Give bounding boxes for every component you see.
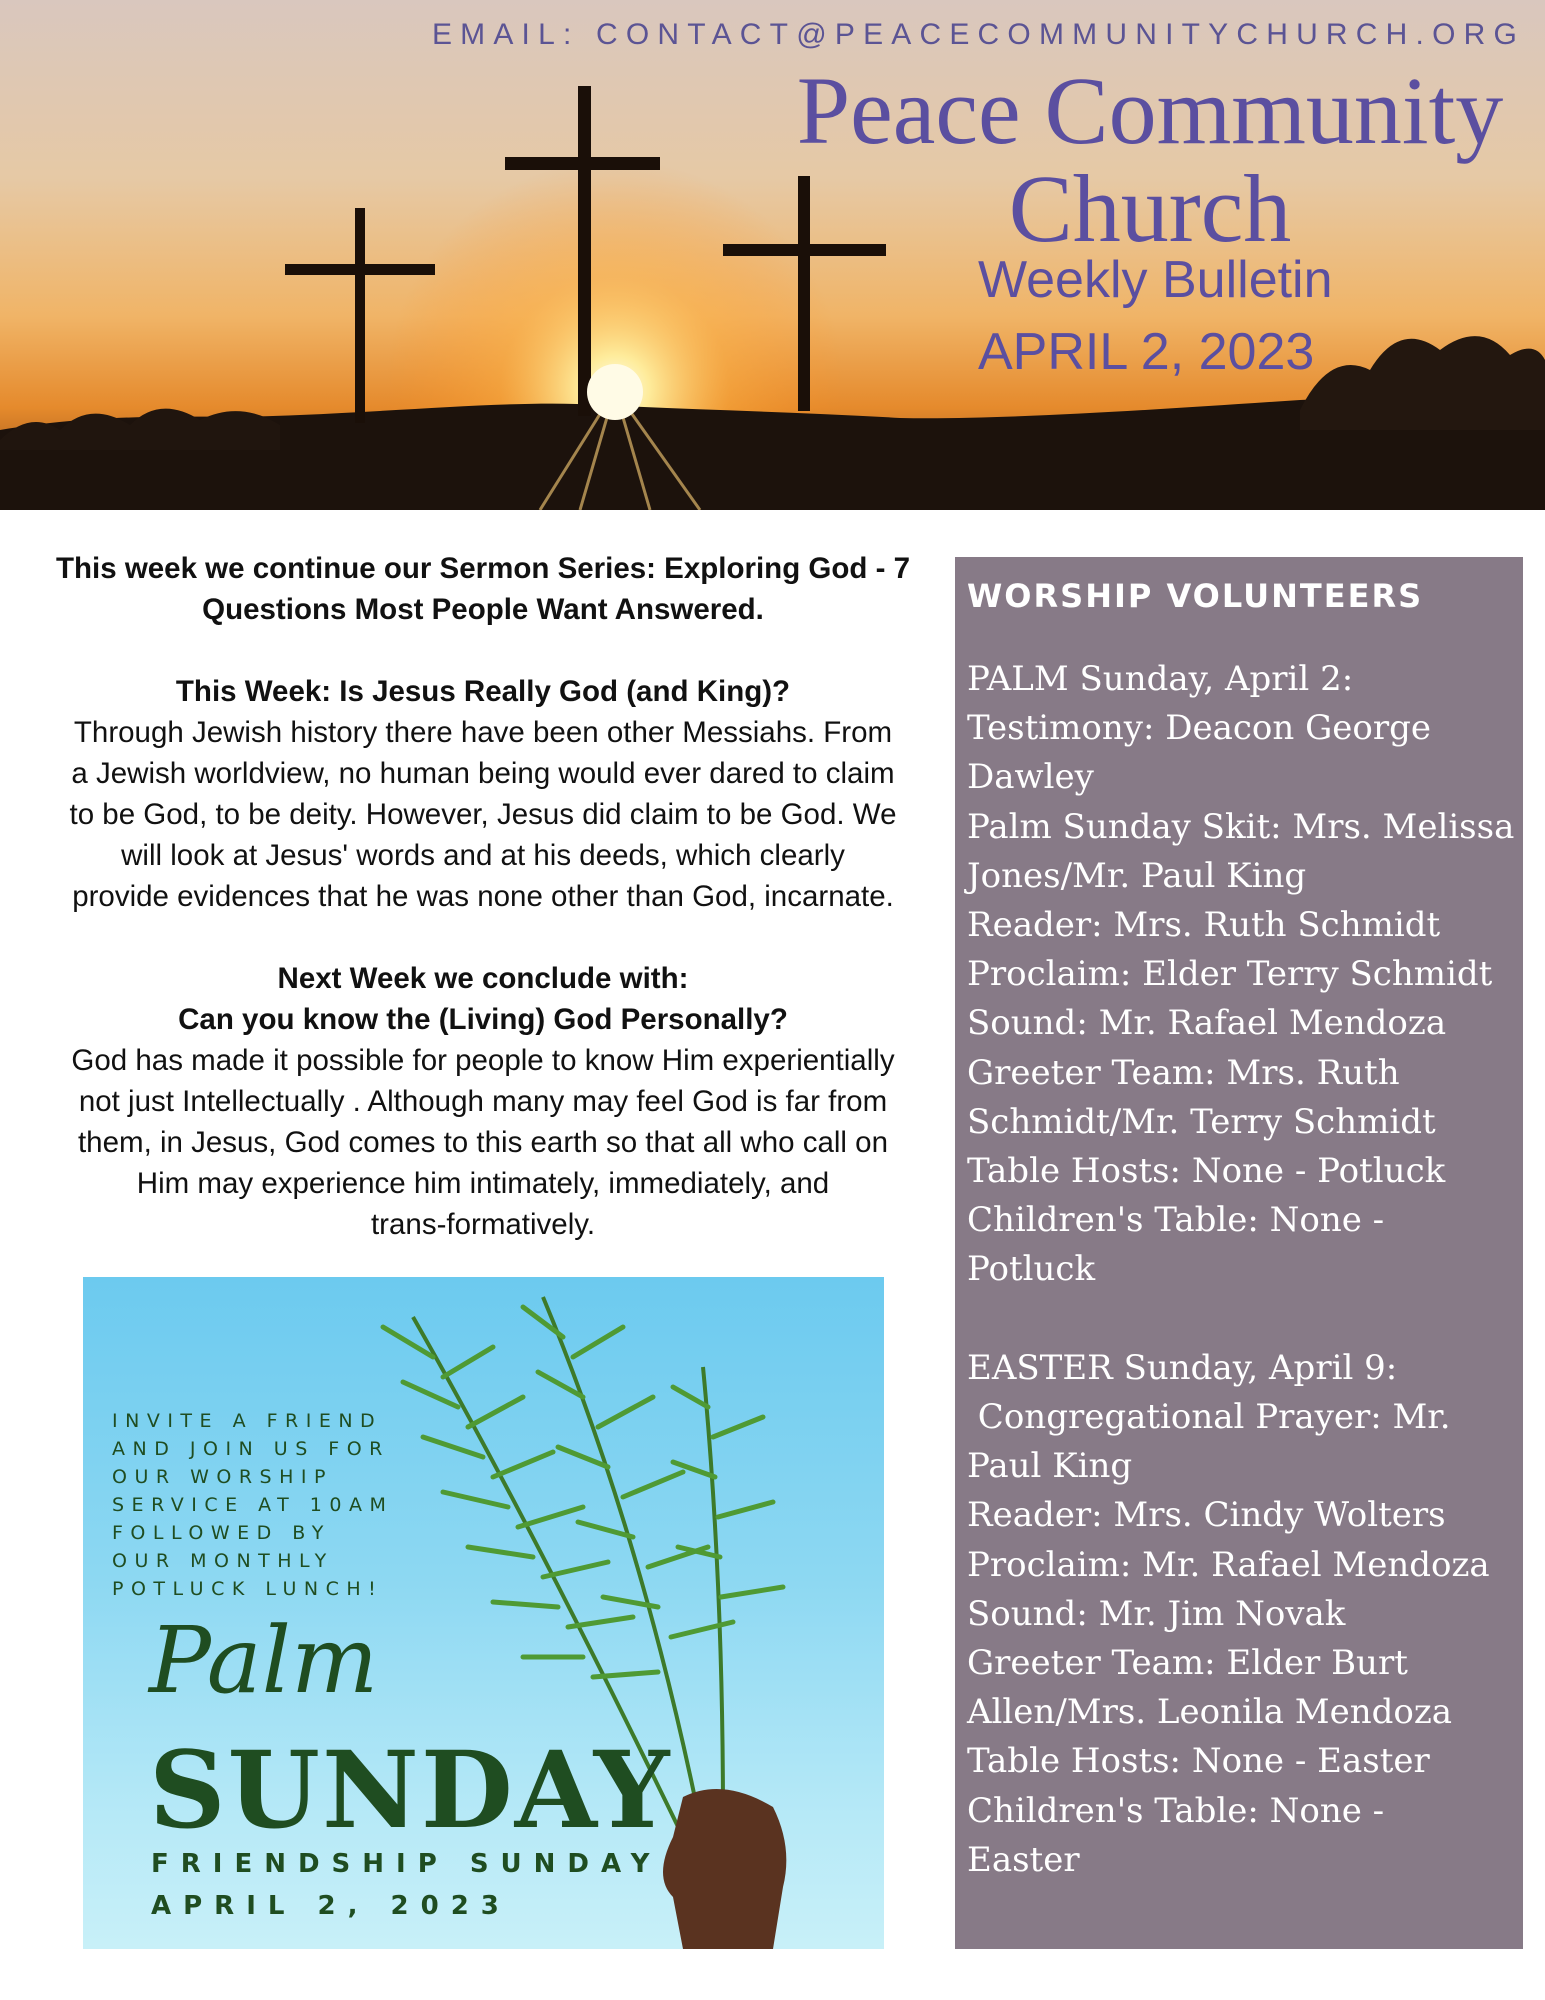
bulletin-date: APRIL 2, 2023	[978, 323, 1315, 381]
easter-volunteer-line: Sound: Mr. Jim Novak	[967, 1593, 1346, 1634]
easter-volunteer-line: Reader: Mrs. Cindy Wolters	[967, 1495, 1446, 1536]
invite-line: POTLUCK LUNCH!	[112, 1578, 384, 1600]
promo-date: APRIL 2, 2023	[151, 1891, 511, 1921]
invite-line: OUR WORSHIP	[112, 1466, 333, 1488]
easter-volunteer-line: Table Hosts: None - Easter	[967, 1741, 1430, 1782]
invite-line: OUR MONTHLY	[112, 1550, 334, 1572]
series-line-1: This week we continue our Sermon Series: Exploring God - 7	[55, 552, 911, 585]
palm-volunteer-line: Sound: Mr. Rafael Mendoza	[967, 1003, 1447, 1044]
easter-volunteer-line: EASTER Sunday, April 9:	[967, 1347, 1398, 1388]
church-name-line2: Church	[1008, 155, 1292, 262]
invite-line: AND JOIN US FOR	[112, 1438, 390, 1460]
worship-volunteers-panel	[955, 557, 1523, 1949]
palm-volunteer-line: Schmidt/Mr. Terry Schmidt	[967, 1101, 1436, 1142]
next-week-heading: Next Week we conclude with:	[277, 962, 689, 995]
next-week-text-line: God has made it possible for people to know Him experientially	[71, 1044, 895, 1077]
next-week-text-line: not just Intellectually . Although many may feel God is far from	[78, 1085, 888, 1118]
easter-volunteer-line: Allen/Mrs. Leonila Mendoza	[967, 1692, 1453, 1733]
next-week-text-line: them, in Jesus, God comes to this earth so that all who call on	[77, 1126, 888, 1159]
contact-email: EMAIL: CONTACT@PEACECOMMUNITYCHURCH.ORG	[431, 18, 1525, 51]
palm-volunteer-line: Testimony: Deacon George	[967, 708, 1431, 749]
easter-volunteer-line: Congregational Prayer: Mr.	[967, 1397, 1451, 1438]
palm-volunteer-line: Potluck	[967, 1249, 1096, 1290]
invite-line: SERVICE AT 10AM	[112, 1494, 394, 1516]
palm-volunteer-line: Table Hosts: None - Potluck	[967, 1151, 1446, 1192]
easter-volunteer-line: Greeter Team: Elder Burt	[967, 1643, 1408, 1684]
this-week-heading: This Week: Is Jesus Really God (and King)?	[175, 675, 791, 708]
this-week-text-line: provide evidences that he was none other than God, incarnate.	[72, 880, 894, 913]
sermon-section	[18, 548, 948, 1245]
palm-volunteer-line: Reader: Mrs. Ruth Schmidt	[967, 905, 1441, 946]
this-week-text-line: to be God, to be deity. However, Jesus did claim to be God. We	[69, 798, 897, 831]
palm-volunteer-line: Dawley	[967, 757, 1094, 798]
palm-sunday-promo	[83, 1277, 884, 1949]
easter-volunteer-line: Proclaim: Mr. Rafael Mendoza	[967, 1544, 1490, 1585]
this-week-text-line: Through Jewish history there have been other Messiahs. From	[73, 716, 893, 749]
easter-volunteer-line: Easter	[967, 1839, 1080, 1880]
palm-volunteer-line: Palm Sunday Skit: Mrs. Melissa	[967, 806, 1515, 847]
easter-volunteer-line: Children's Table: None -	[967, 1790, 1385, 1831]
palm-volunteer-line: Greeter Team: Mrs. Ruth	[967, 1052, 1400, 1093]
sunday-title: SUNDAY	[149, 1727, 672, 1852]
invite-line: FOLLOWED BY	[112, 1522, 331, 1544]
volunteers-title: WORSHIP VOLUNTEERS	[967, 577, 1424, 615]
next-week-text-line: Him may experience him intimately, immediately, and	[136, 1167, 830, 1200]
invite-line: INVITE A FRIEND	[112, 1410, 383, 1432]
church-name-line1: Peace Community	[796, 57, 1504, 164]
palm-volunteer-line: PALM Sunday, April 2:	[967, 659, 1354, 699]
volunteers-list	[967, 655, 1523, 1885]
this-week-text-line: will look at Jesus' words and at his deeds, which clearly	[121, 839, 845, 872]
header-banner	[0, 0, 1545, 510]
palm-volunteer-line: Jones/Mr. Paul King	[967, 855, 1307, 896]
palm-volunteer-line: Proclaim: Elder Terry Schmidt	[967, 954, 1493, 995]
palm-volunteer-line: Children's Table: None -	[967, 1200, 1385, 1241]
easter-volunteer-line: Paul King	[967, 1446, 1133, 1487]
next-week-subheading: Can you know the (Living) God Personally?	[178, 1003, 788, 1036]
bulletin-subtitle: Weekly Bulletin	[978, 251, 1333, 309]
friendship-sunday-label: FRIENDSHIP SUNDAY	[151, 1849, 662, 1879]
invite-text	[112, 1407, 432, 1603]
this-week-text-line: a Jewish worldview, no human being would ever dared to claim	[71, 757, 895, 790]
church-name	[700, 57, 1545, 262]
next-week-text-line: trans-formatively.	[370, 1208, 596, 1241]
palm-script-title: Palm	[149, 1607, 379, 1714]
series-line-2: Questions Most People Want Answered.	[202, 593, 764, 626]
